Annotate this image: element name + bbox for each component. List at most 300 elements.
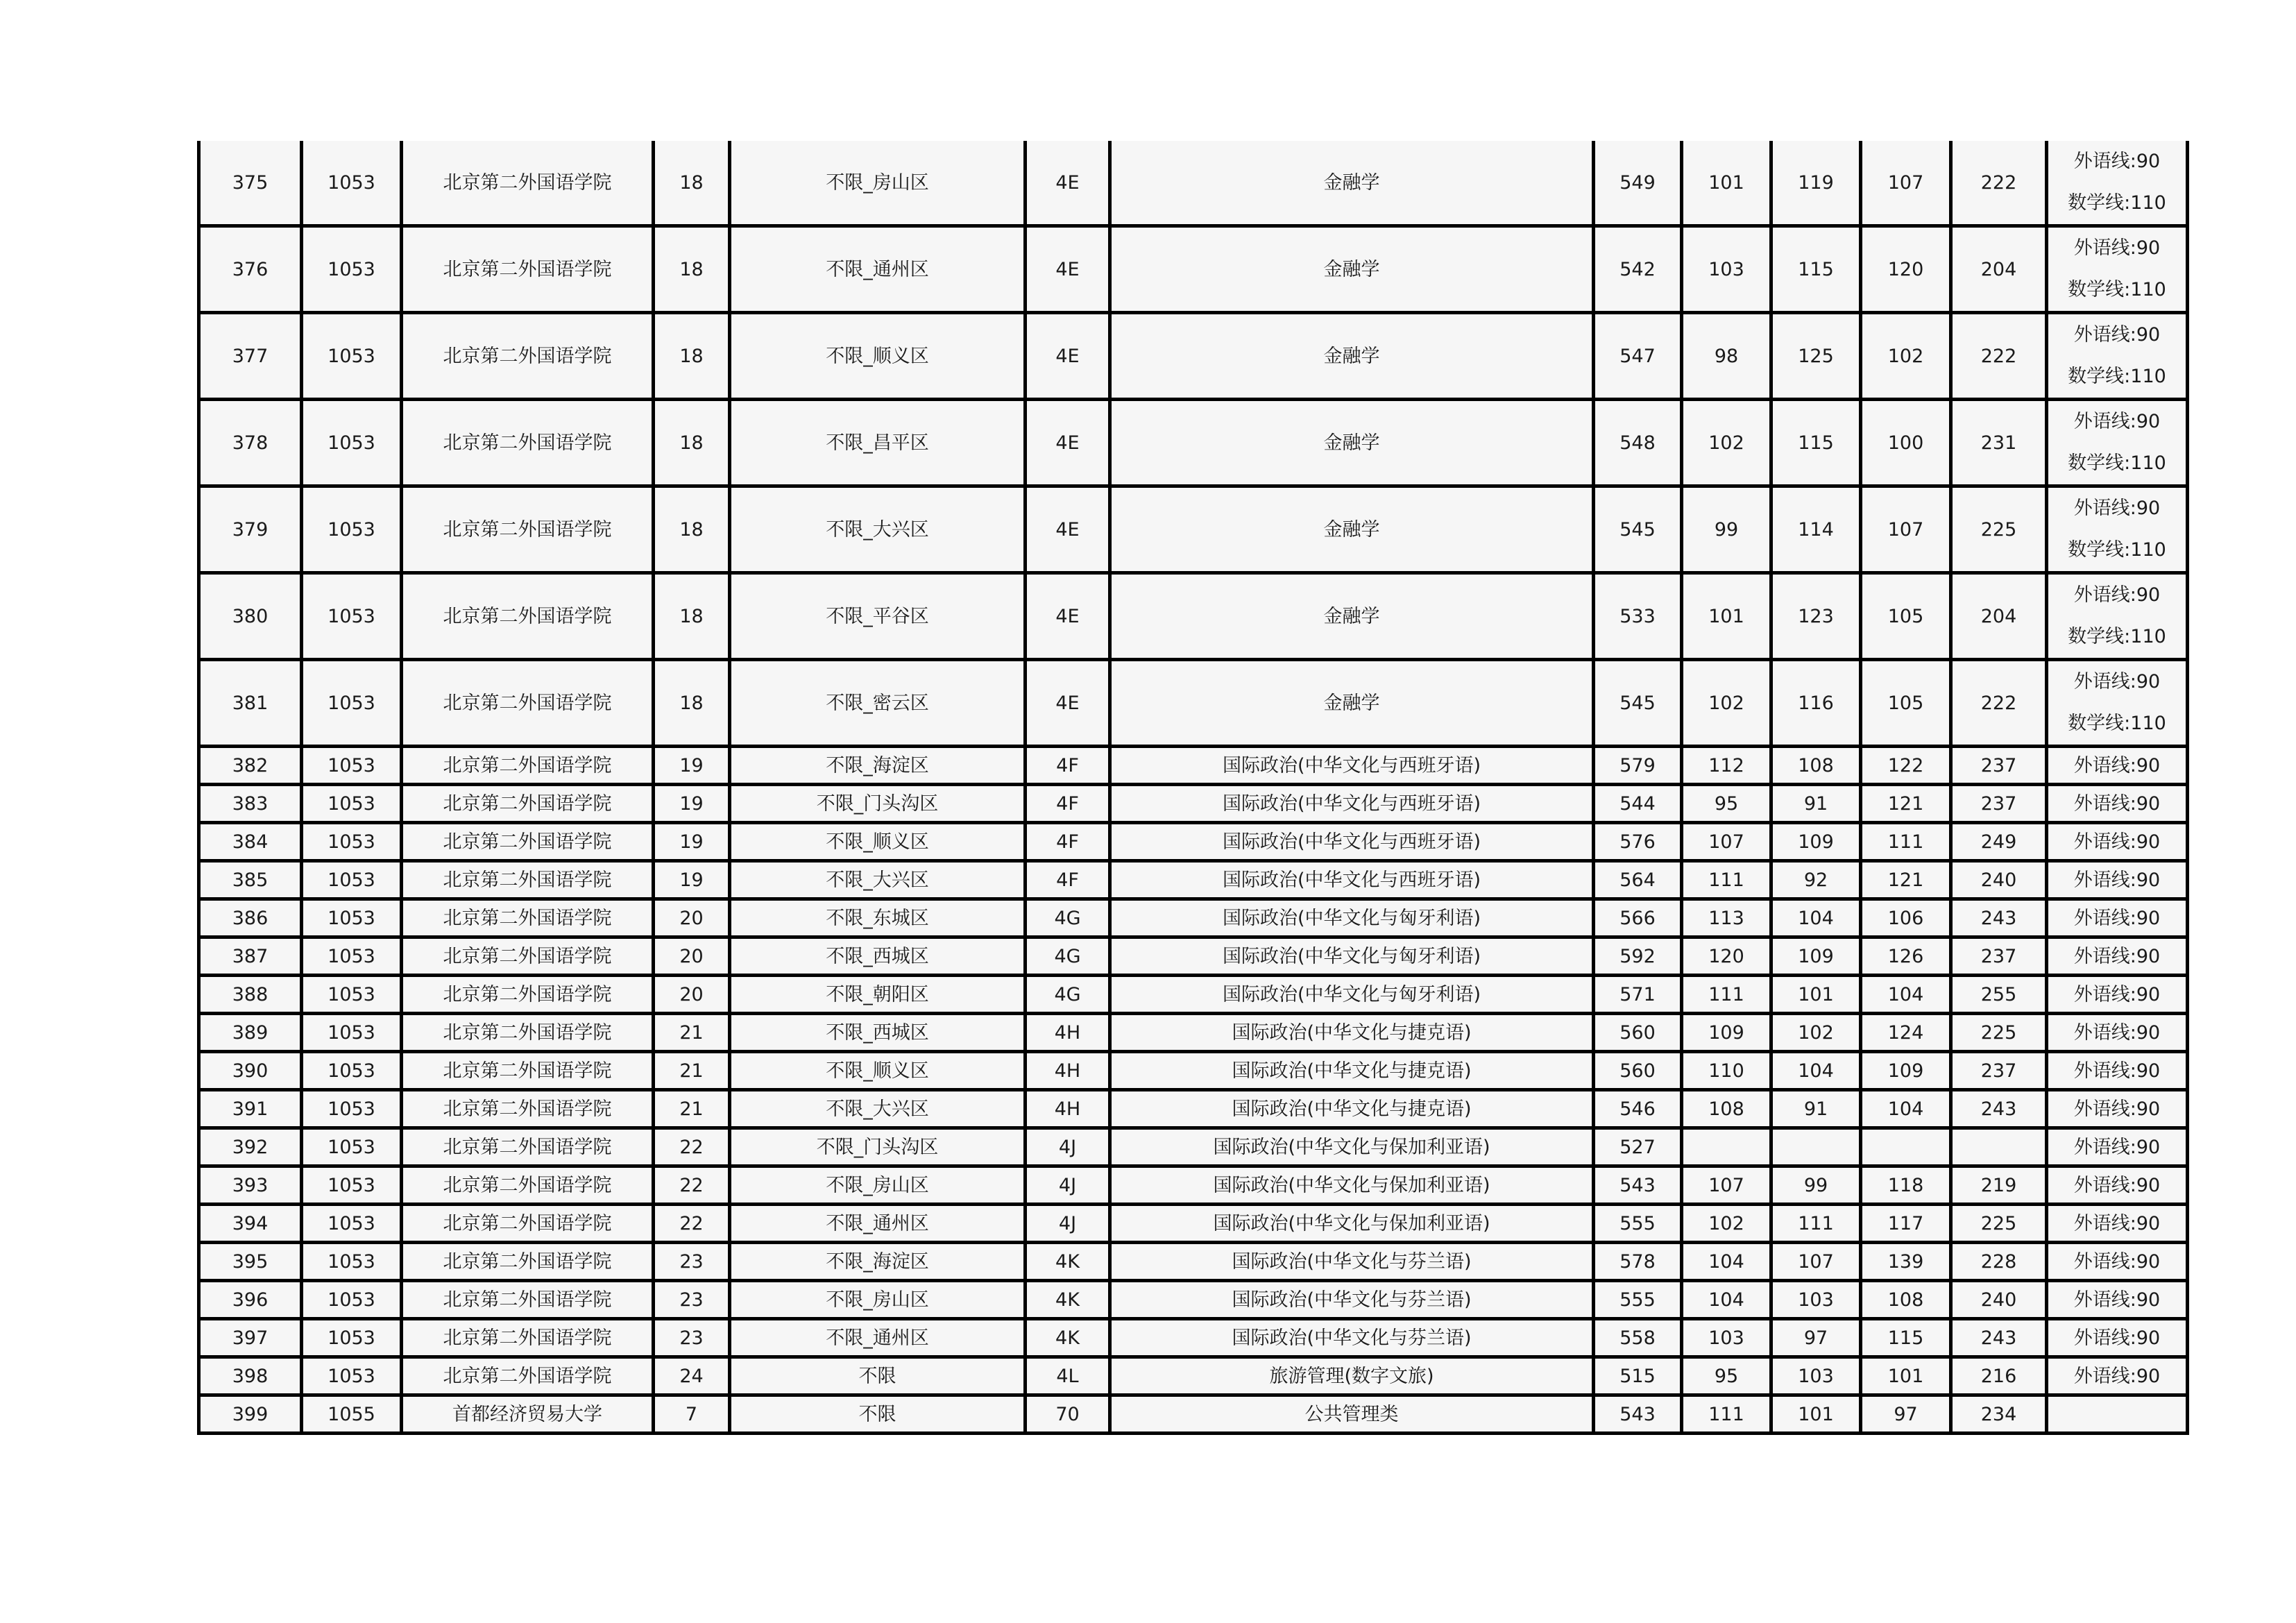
threshold-note-cell <box>2047 486 2188 573</box>
threshold-note-cell <box>2047 747 2188 785</box>
row-number-cell: 389 <box>199 1014 302 1052</box>
score-cell-4: 225 <box>1951 486 2047 573</box>
score-cell-3: 109 <box>1861 1052 1951 1090</box>
score-cell-2: 92 <box>1771 861 1861 899</box>
total-score-cell: 545 <box>1594 660 1682 747</box>
score-cell-3: 97 <box>1861 1395 1951 1434</box>
table-row <box>199 899 2188 937</box>
group-code-cell: 18 <box>654 226 730 313</box>
group-code-cell: 20 <box>654 899 730 937</box>
row-number-cell: 399 <box>199 1395 302 1434</box>
table-row <box>199 1281 2188 1319</box>
threshold-note-cell <box>2047 937 2188 976</box>
school-code-cell: 1053 <box>302 1128 402 1166</box>
total-score-cell: 546 <box>1594 1090 1682 1128</box>
restriction-cell: 不限_西城区 <box>730 1014 1026 1052</box>
score-cell-1: 111 <box>1682 861 1771 899</box>
threshold-note-cell <box>2047 1014 2188 1052</box>
threshold-line-1: 外语线:90 <box>2073 237 2161 259</box>
threshold-note-cell <box>2047 226 2188 313</box>
total-score-cell: 579 <box>1594 747 1682 785</box>
major-code-cell: 4J <box>1026 1205 1110 1243</box>
total-score-cell: 545 <box>1594 486 1682 573</box>
school-code-cell: 1053 <box>302 861 402 899</box>
table-row <box>199 1243 2188 1281</box>
threshold-line-1: 外语线:90 <box>2073 1327 2161 1349</box>
threshold-line-1: 外语线:90 <box>2073 324 2161 346</box>
total-score-cell: 560 <box>1594 1052 1682 1090</box>
restriction-cell: 不限_大兴区 <box>730 1090 1026 1128</box>
major-name-cell: 国际政治(中华文化与西班牙语) <box>1110 785 1594 823</box>
school-name-cell: 北京第二外国语学院 <box>402 861 654 899</box>
threshold-line-1: 外语线:90 <box>2073 1136 2161 1158</box>
row-number-cell: 376 <box>199 226 302 313</box>
row-number-cell: 377 <box>199 313 302 400</box>
row-number-cell: 379 <box>199 486 302 573</box>
table-row <box>199 1128 2188 1166</box>
threshold-line-2: 数学线:110 <box>2068 626 2166 647</box>
threshold-line-1: 外语线:90 <box>2073 1365 2161 1387</box>
school-name-cell: 北京第二外国语学院 <box>402 823 654 861</box>
restriction-cell: 不限_海淀区 <box>730 747 1026 785</box>
threshold-note-cell <box>2047 313 2188 400</box>
score-cell-4: 237 <box>1951 785 2047 823</box>
score-cell-2 <box>1771 1128 1861 1166</box>
admission-score-table <box>197 141 2189 1435</box>
row-number-cell: 395 <box>199 1243 302 1281</box>
major-name-cell: 国际政治(中华文化与芬兰语) <box>1110 1243 1594 1281</box>
score-cell-1: 111 <box>1682 976 1771 1014</box>
major-name-cell: 金融学 <box>1110 313 1594 400</box>
major-name-cell: 国际政治(中华文化与捷克语) <box>1110 1052 1594 1090</box>
total-score-cell: 547 <box>1594 313 1682 400</box>
school-code-cell: 1053 <box>302 976 402 1014</box>
row-number-cell: 388 <box>199 976 302 1014</box>
score-cell-2: 97 <box>1771 1319 1861 1357</box>
total-score-cell: 578 <box>1594 1243 1682 1281</box>
school-code-cell: 1053 <box>302 1090 402 1128</box>
school-code-cell: 1053 <box>302 1243 402 1281</box>
score-cell-3: 139 <box>1861 1243 1951 1281</box>
school-name-cell: 北京第二外国语学院 <box>402 313 654 400</box>
restriction-cell: 不限 <box>730 1357 1026 1395</box>
total-score-cell: 542 <box>1594 226 1682 313</box>
score-cell-1: 103 <box>1682 1319 1771 1357</box>
total-score-cell: 544 <box>1594 785 1682 823</box>
threshold-note-cell <box>2047 823 2188 861</box>
restriction-cell: 不限_房山区 <box>730 141 1026 226</box>
score-cell-3: 105 <box>1861 660 1951 747</box>
score-cell-3: 101 <box>1861 1357 1951 1395</box>
major-code-cell: 4H <box>1026 1014 1110 1052</box>
score-cell-4: 204 <box>1951 226 2047 313</box>
restriction-cell: 不限_顺义区 <box>730 823 1026 861</box>
group-code-cell: 18 <box>654 660 730 747</box>
score-cell-3: 115 <box>1861 1319 1951 1357</box>
major-code-cell: 4E <box>1026 573 1110 660</box>
score-cell-3: 106 <box>1861 899 1951 937</box>
row-number-cell: 390 <box>199 1052 302 1090</box>
score-cell-4: 225 <box>1951 1205 2047 1243</box>
restriction-cell: 不限_顺义区 <box>730 313 1026 400</box>
major-code-cell: 4J <box>1026 1166 1110 1205</box>
score-cell-1: 110 <box>1682 1052 1771 1090</box>
total-score-cell: 527 <box>1594 1128 1682 1166</box>
row-number-cell: 397 <box>199 1319 302 1357</box>
major-name-cell: 国际政治(中华文化与匈牙利语) <box>1110 899 1594 937</box>
threshold-note-cell <box>2047 1395 2188 1434</box>
score-cell-1: 102 <box>1682 1205 1771 1243</box>
score-cell-4: 228 <box>1951 1243 2047 1281</box>
threshold-note-cell <box>2047 785 2188 823</box>
group-code-cell: 23 <box>654 1243 730 1281</box>
major-code-cell: 4G <box>1026 899 1110 937</box>
table-row <box>199 1052 2188 1090</box>
threshold-line-1: 外语线:90 <box>2073 1174 2161 1196</box>
threshold-line-1: 外语线:90 <box>2073 1021 2161 1044</box>
score-cell-2: 109 <box>1771 823 1861 861</box>
score-cell-2: 114 <box>1771 486 1861 573</box>
total-score-cell: 549 <box>1594 141 1682 226</box>
restriction-cell: 不限_大兴区 <box>730 486 1026 573</box>
major-name-cell: 国际政治(中华文化与捷克语) <box>1110 1014 1594 1052</box>
score-cell-2: 111 <box>1771 1205 1861 1243</box>
total-score-cell: 548 <box>1594 400 1682 486</box>
school-code-cell: 1053 <box>302 747 402 785</box>
table-row <box>199 1319 2188 1357</box>
table-body <box>199 141 2188 1434</box>
score-cell-1: 107 <box>1682 823 1771 861</box>
group-code-cell: 22 <box>654 1166 730 1205</box>
score-cell-1: 99 <box>1682 486 1771 573</box>
school-name-cell: 北京第二外国语学院 <box>402 1243 654 1281</box>
score-cell-4: 240 <box>1951 861 2047 899</box>
score-cell-2: 116 <box>1771 660 1861 747</box>
major-code-cell: 4K <box>1026 1319 1110 1357</box>
score-cell-1: 109 <box>1682 1014 1771 1052</box>
school-code-cell: 1053 <box>302 785 402 823</box>
score-cell-3: 102 <box>1861 313 1951 400</box>
score-cell-1: 108 <box>1682 1090 1771 1128</box>
score-cell-2: 91 <box>1771 785 1861 823</box>
total-score-cell: 592 <box>1594 937 1682 976</box>
threshold-line-1: 外语线:90 <box>2073 907 2161 929</box>
restriction-cell: 不限_门头沟区 <box>730 785 1026 823</box>
major-name-cell: 国际政治(中华文化与匈牙利语) <box>1110 937 1594 976</box>
score-cell-2: 109 <box>1771 937 1861 976</box>
score-cell-2: 101 <box>1771 976 1861 1014</box>
score-cell-2: 104 <box>1771 1052 1861 1090</box>
table-row <box>199 1166 2188 1205</box>
school-name-cell: 首都经济贸易大学 <box>402 1395 654 1434</box>
score-cell-2: 119 <box>1771 141 1861 226</box>
table-row <box>199 400 2188 486</box>
table-row <box>199 1205 2188 1243</box>
threshold-line-1: 外语线:90 <box>2073 498 2161 519</box>
school-code-cell: 1053 <box>302 1166 402 1205</box>
score-cell-2: 107 <box>1771 1243 1861 1281</box>
threshold-note-cell <box>2047 1166 2188 1205</box>
threshold-line-2: 数学线:110 <box>2068 713 2166 734</box>
major-code-cell: 4F <box>1026 785 1110 823</box>
school-name-cell: 北京第二外国语学院 <box>402 660 654 747</box>
group-code-cell: 21 <box>654 1090 730 1128</box>
score-cell-2: 101 <box>1771 1395 1861 1434</box>
table-row <box>199 747 2188 785</box>
group-code-cell: 19 <box>654 861 730 899</box>
threshold-line-1: 外语线:90 <box>2073 1250 2161 1273</box>
score-cell-2: 102 <box>1771 1014 1861 1052</box>
threshold-note-cell <box>2047 976 2188 1014</box>
table-row <box>199 573 2188 660</box>
threshold-line-2: 数学线:110 <box>2068 366 2166 387</box>
restriction-cell: 不限_朝阳区 <box>730 976 1026 1014</box>
threshold-note-cell <box>2047 1090 2188 1128</box>
restriction-cell: 不限_东城区 <box>730 899 1026 937</box>
school-code-cell: 1053 <box>302 823 402 861</box>
score-cell-1: 95 <box>1682 1357 1771 1395</box>
school-name-cell: 北京第二外国语学院 <box>402 1205 654 1243</box>
row-number-cell: 398 <box>199 1357 302 1395</box>
score-cell-1: 107 <box>1682 1166 1771 1205</box>
school-code-cell: 1053 <box>302 1014 402 1052</box>
restriction-cell: 不限_西城区 <box>730 937 1026 976</box>
group-code-cell: 19 <box>654 785 730 823</box>
score-cell-1: 102 <box>1682 400 1771 486</box>
major-code-cell: 4L <box>1026 1357 1110 1395</box>
score-cell-1: 120 <box>1682 937 1771 976</box>
school-name-cell: 北京第二外国语学院 <box>402 1281 654 1319</box>
restriction-cell: 不限_海淀区 <box>730 1243 1026 1281</box>
school-code-cell: 1053 <box>302 400 402 486</box>
row-number-cell: 394 <box>199 1205 302 1243</box>
threshold-line-1: 外语线:90 <box>2073 1060 2161 1082</box>
total-score-cell: 515 <box>1594 1357 1682 1395</box>
major-name-cell: 金融学 <box>1110 573 1594 660</box>
row-number-cell: 382 <box>199 747 302 785</box>
score-cell-4: 225 <box>1951 1014 2047 1052</box>
table-row <box>199 937 2188 976</box>
score-cell-2: 99 <box>1771 1166 1861 1205</box>
major-code-cell: 4E <box>1026 486 1110 573</box>
score-cell-4: 237 <box>1951 937 2047 976</box>
score-cell-2: 104 <box>1771 899 1861 937</box>
major-code-cell: 4F <box>1026 861 1110 899</box>
school-name-cell: 北京第二外国语学院 <box>402 976 654 1014</box>
school-name-cell: 北京第二外国语学院 <box>402 400 654 486</box>
school-code-cell: 1055 <box>302 1395 402 1434</box>
school-code-cell: 1053 <box>302 899 402 937</box>
threshold-line-2: 数学线:110 <box>2068 192 2166 214</box>
threshold-note-cell <box>2047 573 2188 660</box>
threshold-note-cell <box>2047 1052 2188 1090</box>
score-cell-4: 249 <box>1951 823 2047 861</box>
score-cell-1: 113 <box>1682 899 1771 937</box>
threshold-line-1: 外语线:90 <box>2073 945 2161 967</box>
major-code-cell: 4E <box>1026 313 1110 400</box>
score-cell-1: 104 <box>1682 1243 1771 1281</box>
major-name-cell: 国际政治(中华文化与西班牙语) <box>1110 823 1594 861</box>
threshold-line-1: 外语线:90 <box>2073 151 2161 172</box>
score-cell-3: 108 <box>1861 1281 1951 1319</box>
row-number-cell: 383 <box>199 785 302 823</box>
group-code-cell: 19 <box>654 747 730 785</box>
threshold-note-cell <box>2047 861 2188 899</box>
group-code-cell: 18 <box>654 486 730 573</box>
score-cell-3: 104 <box>1861 976 1951 1014</box>
threshold-line-1: 外语线:90 <box>2073 792 2161 815</box>
score-cell-3: 122 <box>1861 747 1951 785</box>
row-number-cell: 393 <box>199 1166 302 1205</box>
major-code-cell: 70 <box>1026 1395 1110 1434</box>
major-name-cell: 金融学 <box>1110 486 1594 573</box>
score-cell-3: 121 <box>1861 785 1951 823</box>
restriction-cell: 不限_房山区 <box>730 1166 1026 1205</box>
row-number-cell: 387 <box>199 937 302 976</box>
school-name-cell: 北京第二外国语学院 <box>402 226 654 313</box>
group-code-cell: 23 <box>654 1319 730 1357</box>
restriction-cell: 不限_平谷区 <box>730 573 1026 660</box>
threshold-note-cell <box>2047 141 2188 226</box>
table-row <box>199 486 2188 573</box>
major-code-cell: 4G <box>1026 976 1110 1014</box>
score-cell-3: 126 <box>1861 937 1951 976</box>
threshold-line-1: 外语线:90 <box>2073 983 2161 1005</box>
score-cell-3: 107 <box>1861 141 1951 226</box>
table-row <box>199 226 2188 313</box>
row-number-cell: 381 <box>199 660 302 747</box>
major-code-cell: 4E <box>1026 660 1110 747</box>
threshold-note-cell <box>2047 1128 2188 1166</box>
major-name-cell: 国际政治(中华文化与保加利亚语) <box>1110 1205 1594 1243</box>
threshold-note-cell <box>2047 1281 2188 1319</box>
score-cell-1 <box>1682 1128 1771 1166</box>
score-cell-1: 103 <box>1682 226 1771 313</box>
score-cell-4: 237 <box>1951 747 2047 785</box>
total-score-cell: 543 <box>1594 1166 1682 1205</box>
score-cell-3: 107 <box>1861 486 1951 573</box>
score-cell-3: 120 <box>1861 226 1951 313</box>
table-row <box>199 1014 2188 1052</box>
school-name-cell: 北京第二外国语学院 <box>402 937 654 976</box>
group-code-cell: 20 <box>654 937 730 976</box>
table-row <box>199 1090 2188 1128</box>
school-code-cell: 1053 <box>302 313 402 400</box>
school-code-cell: 1053 <box>302 1319 402 1357</box>
score-cell-4: 237 <box>1951 1052 2047 1090</box>
threshold-note-cell <box>2047 899 2188 937</box>
score-cell-2: 103 <box>1771 1357 1861 1395</box>
threshold-note-cell <box>2047 1243 2188 1281</box>
score-cell-4: 216 <box>1951 1357 2047 1395</box>
threshold-note-cell <box>2047 1319 2188 1357</box>
restriction-cell: 不限_大兴区 <box>730 861 1026 899</box>
row-number-cell: 385 <box>199 861 302 899</box>
threshold-line-2: 数学线:110 <box>2068 452 2166 474</box>
total-score-cell: 555 <box>1594 1205 1682 1243</box>
school-name-cell: 北京第二外国语学院 <box>402 1052 654 1090</box>
threshold-note-cell <box>2047 400 2188 486</box>
restriction-cell: 不限_密云区 <box>730 660 1026 747</box>
score-cell-4: 243 <box>1951 1319 2047 1357</box>
score-cell-2: 103 <box>1771 1281 1861 1319</box>
score-cell-4: 222 <box>1951 660 2047 747</box>
score-cell-2: 91 <box>1771 1090 1861 1128</box>
restriction-cell: 不限_昌平区 <box>730 400 1026 486</box>
row-number-cell: 378 <box>199 400 302 486</box>
score-cell-1: 111 <box>1682 1395 1771 1434</box>
group-code-cell: 21 <box>654 1014 730 1052</box>
score-cell-3 <box>1861 1128 1951 1166</box>
score-cell-4: 204 <box>1951 573 2047 660</box>
major-code-cell: 4F <box>1026 823 1110 861</box>
threshold-line-1: 外语线:90 <box>2073 1098 2161 1120</box>
major-name-cell: 国际政治(中华文化与保加利亚语) <box>1110 1128 1594 1166</box>
major-code-cell: 4K <box>1026 1281 1110 1319</box>
row-number-cell: 391 <box>199 1090 302 1128</box>
score-cell-3: 121 <box>1861 861 1951 899</box>
group-code-cell: 19 <box>654 823 730 861</box>
major-name-cell: 国际政治(中华文化与匈牙利语) <box>1110 976 1594 1014</box>
table-row <box>199 1395 2188 1434</box>
score-cell-4: 240 <box>1951 1281 2047 1319</box>
group-code-cell: 22 <box>654 1128 730 1166</box>
score-cell-4: 243 <box>1951 899 2047 937</box>
school-name-cell: 北京第二外国语学院 <box>402 785 654 823</box>
major-code-cell: 4F <box>1026 747 1110 785</box>
row-number-cell: 384 <box>199 823 302 861</box>
threshold-line-1: 外语线:90 <box>2073 671 2161 692</box>
score-cell-2: 108 <box>1771 747 1861 785</box>
score-cell-4: 222 <box>1951 313 2047 400</box>
score-cell-3: 111 <box>1861 823 1951 861</box>
score-cell-1: 104 <box>1682 1281 1771 1319</box>
restriction-cell: 不限_通州区 <box>730 1319 1026 1357</box>
major-name-cell: 公共管理类 <box>1110 1395 1594 1434</box>
threshold-line-1: 外语线:90 <box>2073 831 2161 853</box>
major-name-cell: 国际政治(中华文化与芬兰语) <box>1110 1319 1594 1357</box>
score-cell-4: 243 <box>1951 1090 2047 1128</box>
major-name-cell: 国际政治(中华文化与西班牙语) <box>1110 861 1594 899</box>
major-name-cell: 旅游管理(数字文旅) <box>1110 1357 1594 1395</box>
table-row <box>199 823 2188 861</box>
table-row <box>199 976 2188 1014</box>
school-code-cell: 1053 <box>302 486 402 573</box>
score-cell-4: 234 <box>1951 1395 2047 1434</box>
school-code-cell: 1053 <box>302 1205 402 1243</box>
table-row <box>199 313 2188 400</box>
school-code-cell: 1053 <box>302 141 402 226</box>
group-code-cell: 18 <box>654 141 730 226</box>
total-score-cell: 555 <box>1594 1281 1682 1319</box>
school-name-cell: 北京第二外国语学院 <box>402 1319 654 1357</box>
threshold-note-cell <box>2047 660 2188 747</box>
score-cell-4: 231 <box>1951 400 2047 486</box>
row-number-cell: 375 <box>199 141 302 226</box>
total-score-cell: 571 <box>1594 976 1682 1014</box>
major-code-cell: 4E <box>1026 226 1110 313</box>
score-cell-3: 100 <box>1861 400 1951 486</box>
school-code-cell: 1053 <box>302 937 402 976</box>
score-cell-1: 112 <box>1682 747 1771 785</box>
table-row <box>199 861 2188 899</box>
total-score-cell: 560 <box>1594 1014 1682 1052</box>
threshold-line-1: 外语线:90 <box>2073 869 2161 891</box>
score-cell-1: 101 <box>1682 141 1771 226</box>
score-cell-3: 105 <box>1861 573 1951 660</box>
major-name-cell: 金融学 <box>1110 226 1594 313</box>
major-name-cell: 国际政治(中华文化与芬兰语) <box>1110 1281 1594 1319</box>
